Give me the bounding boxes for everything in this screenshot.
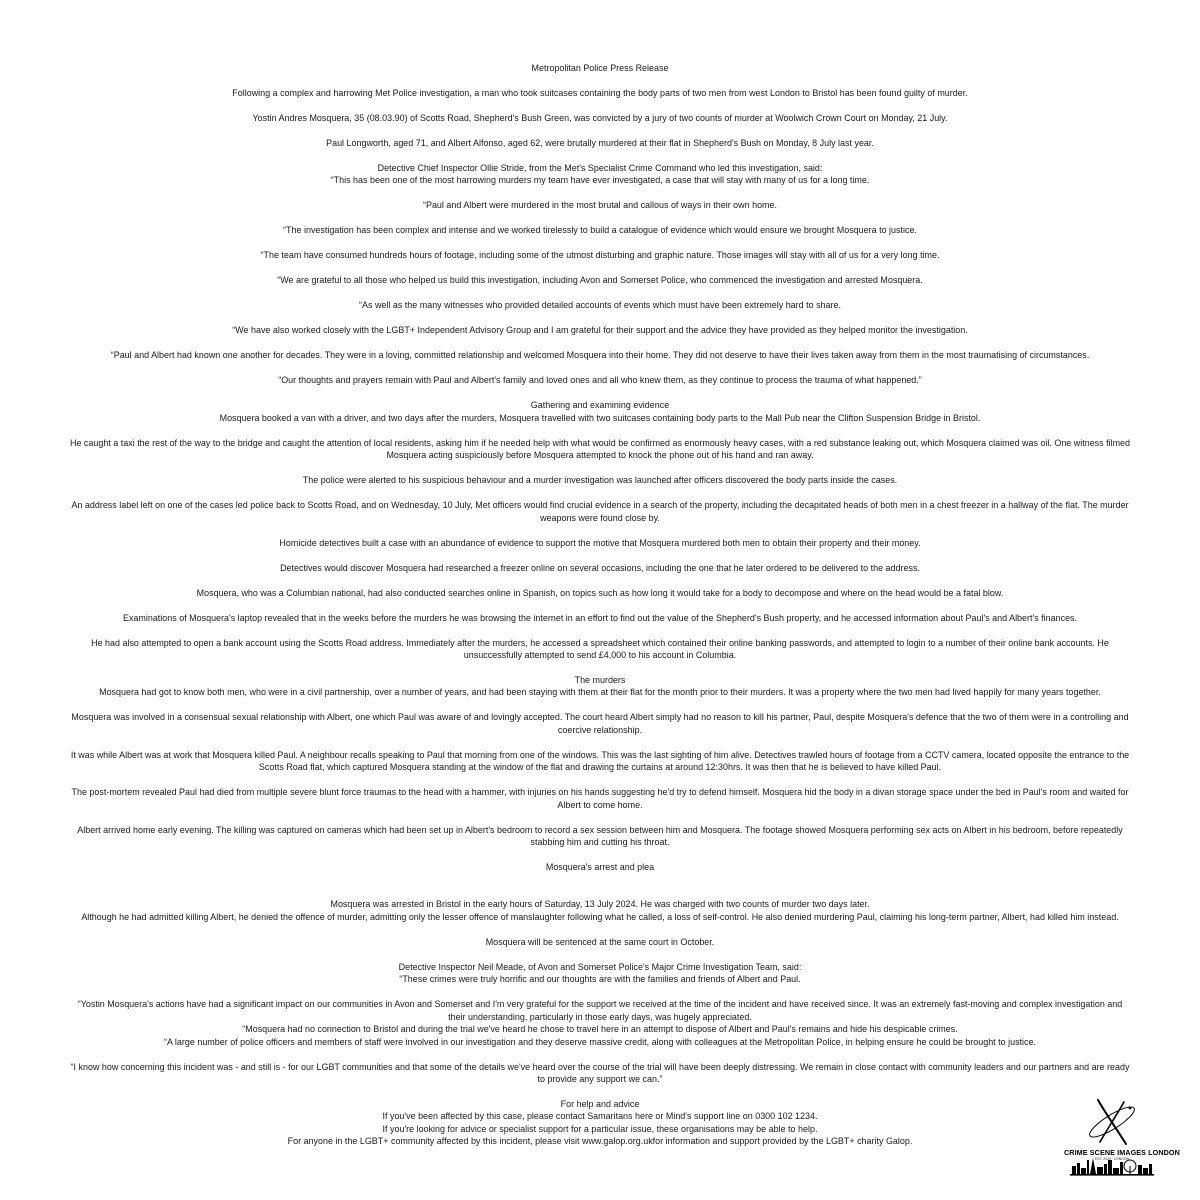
paragraph-albert: Albert arrived home early evening. The killing was captured on cameras which had been set up in Albert's bedroom to record a sex session between him and Mosquera. The footage showed Mosquera performing sex acts on Albert in his bedroom, before repeatedly stabbing him and cutting his throat. — [77, 824, 1123, 848]
press-release-document — [68, 62, 1132, 1148]
paragraph-bank: He had also attempted to open a bank account using the Scotts Road address. Immediately after the murders, he accessed a spreadsheet which contained their online banking passwords, and attempted to login to a number of their online bank accounts. He unsuccessfully attempted to send £4,000 to his account in Columbia. — [91, 637, 1109, 661]
paragraph-intro: Following a complex and harrowing Met Police investigation, a man who took suitcases containing the body parts of two men from west London to Bristol has been found guilty of murder. — [232, 88, 968, 98]
paragraph-di-quote-2: “Yostin Mosquera's actions have had a significant impact on our communities in Avon and Somerset and I'm very grateful for the support we received at the time of the incident and have received since. It was an extremely fast-moving and complex investigation and their understanding, particularly in those early days, was hugely appreciated. “Mosquera had no connection to Bristol and during the trial we've heard he chose to travel here in an attempt to dispose of Albert and Paul's remains and hide his despicable crimes. “A large number of police officers and members of staff were involved in our investigation and they deserve massive credit, along with colleagues at the Metropolitan Police, in helping ensure he could be brought to justice. — [77, 999, 1123, 1047]
paragraph-dci-quote-6: “As well as the many witnesses who provided detailed accounts of events which must have been extremely hard to share. — [359, 300, 841, 311]
paragraph-motive: Homicide detectives built a case with an abundance of evidence to support the motive that Mosquera murdered both men to obtain their property and their money. — [279, 537, 921, 548]
paragraph-dci-quote-5: “We are grateful to all those who helped us build this investigation, including Avon and Somerset Police, who commenced the investigation and arrested Mosquera. — [277, 275, 923, 286]
section-evidence: Gathering and examining evidence Mosquera booked a van with a driver, and two days after the murders, Mosquera travelled with two suitcases containing body parts to the Mall Pub near the Clifton Suspension Bridge in Bristol. — [219, 400, 981, 423]
section-murders: The murders Mosquera had got to know both men, who were in a civil partnership, over a number of years, and had been staying with them at their flat for the month prior to their murders. It was a property where the two men had lived happily for many years together. — [99, 675, 1101, 698]
section-help-advice: For help and advice If you've been affected by this case, please contact Samaritans here or Mind's support line on 0300 102 1234. If you're looking for advice or specialist support for a particular issue, these organisations may be able to help. For anyone in the LGBT+ community affected by this incident, please visit www.galop.org.ukfor information and support provided by the LGBT+ charity Galop. — [287, 1098, 913, 1147]
paragraph-freezer: Detectives would discover Mosquera had researched a freezer online on several occasions, including the one that he later ordered to be delivered to the address. — [280, 562, 920, 573]
logo-tagline: EST. 2020 · LONDON — [1094, 1157, 1130, 1161]
paragraph-dci-quote-3: “The investigation has been complex and intense and we worked tirelessly to build a catalogue of evidence which would ensure we brought Mosquera to justice. — [283, 225, 917, 236]
paragraph-dci-quote-4: “The team have consumed hundreds hours of footage, including some of the utmost disturbing and graphic nature. Those images will stay with all of us for a very long time. — [260, 250, 940, 261]
paragraph-dci-quote-1: Detective Chief Inspector Ollie Stride, from the Met's Specialist Crime Command who led this investigation, said: “This has been one of the most harrowing murders my team have ever investigated, a case that will stay with many of us for a long time. — [330, 163, 870, 186]
paragraph-address-label: An address label left on one of the cases led police back to Scotts Road, and on Wednesday, 10 July, Met officers would find crucial evidence in a search of the property, including the decapitated heads of both men in a chest freezer in a hallway of the flat. The murder weapons were found close by. — [71, 500, 1129, 523]
paragraph-di-quote-1: Detective Inspector Neil Meade, of Avon and Somerset Police's Major Crime Investigation Team, said: “These crimes were truly horrific and our thoughts are with the families and friends of Albert and Paul. — [398, 961, 802, 985]
paragraph-conviction: Yostin Andres Mosquera, 35 (08.03.90) of Scotts Road, Shepherd's Bush Green, was convicted by a jury of two counts of murder at Woolwich Crown Court on Monday, 21 July. — [252, 113, 948, 123]
paragraph-post-mortem: The post-mortem revealed Paul had died from multiple severe blunt force traumas to the head with a hammer, with injuries on his hands suggesting he'd try to defend himself. Mosquera hid the body in a divan storage space under the bed in Paul's room and waited for Albert to come home. — [71, 787, 1129, 810]
paragraph-laptop: Examinations of Mosquera's laptop revealed that in the weeks before the murders he was browsing the internet in an effort to find out the value of the Shepherd's Bush property, and he accessed information about Paul's and Albert's finances. — [122, 612, 1078, 623]
section-arrest-plea: Mosquera's arrest and plea — [545, 862, 655, 873]
paragraph-relationship: Mosquera was involved in a consensual sexual relationship with Albert, one which Paul was aware of and lovingly accepted. The court heard Albert simply had no reason to kill his partner, Paul, despite Mosquera's defence that the two of them were in a controlling and coercive relationship. — [71, 712, 1129, 735]
paragraph-dci-quote-9: “Our thoughts and prayers remain with Paul and Albert's family and loved ones and all who knew them, as they continue to process the trauma of what happened.” — [278, 375, 922, 386]
logo-name: CRIME SCENE IMAGES LONDON — [1064, 1148, 1180, 1157]
paragraph-taxi: He caught a taxi the rest of the way to the bridge and caught the attention of local residents, asking him if he needed help with what would be confirmed as enormously heavy cases, with a red substance leaking out, which Mosquera claimed was oil. One witness filmed Mosquera acting suspiciously before Mosquera attempted to knock the phone out of his hand and ran away. — [69, 437, 1131, 461]
crime-scene-images-logo — [1064, 1094, 1180, 1184]
paragraph-dci-quote-2: “Paul and Albert were murdered in the most brutal and callous of ways in their own home. — [422, 200, 777, 211]
paragraph-searches: Mosquera, who was a Columbian national, had also conducted searches online in Spanish, on topics such as how long it would take for a body to decompose and where on the head would be a fatal blow. — [196, 587, 1004, 598]
paragraph-arrest: Mosquera was arrested in Bristol in the early hours of Saturday, 13 July 2024. He was charged with two counts of murder two days later. Although he had admitted killing Albert, he denied the offence of murder, admitting only the lesser offence of manslaughter following what he called, a loss of self-control. He also denied murdering Paul, claiming his long-term partner, Albert, had killed him instead. — [81, 899, 1119, 922]
paragraph-killed-paul: It was while Albert was at work that Mosquera killed Paul. A neighbour recalls speaking to Paul that morning from one of the windows. This was the last sighting of him alive. Detectives trawled hours of footage from a CCTV camera, located opposite the entrance to the Scotts Road flat, which captured Mosquera standing at the window of the flat and drawing the curtains at around 12:30hrs. It was then that he is believed to have killed Paul. — [70, 749, 1130, 773]
paragraph-police-alerted: The police were alerted to his suspicious behaviour and a murder investigation was launched after officers discovered the body parts inside the cases. — [302, 475, 898, 486]
logo-x-orbit-icon — [1064, 1094, 1180, 1184]
paragraph-victims: Paul Longworth, aged 71, and Albert Alfonso, aged 62, were brutally murdered at their flat in Shepherd's Bush on Monday, 8 July last year. — [326, 138, 874, 148]
paragraph-dci-quote-8: “Paul and Albert had known one another for decades. They were in a loving, committed relationship and welcomed Mosquera into their home. They did not deserve to have their lives taken away from them in the most traumatising of circumstances. — [110, 350, 1090, 361]
paragraph-di-quote-3: “I know how concerning this incident was - and still is - for our LGBT communities and that some of the details we've heard over the course of the trial will have been deeply distressing. We remain in close contact with community leaders and our partners and are ready to provide any support we can.” — [70, 1061, 1130, 1084]
paragraph-dci-quote-7: “We have also worked closely with the LGBT+ Independent Advisory Group and I am grateful for their support and the advice they have provided as they helped monitor the investigation. — [232, 325, 968, 336]
paragraph-sentencing: Mosquera will be sentenced at the same court in October. — [485, 936, 715, 947]
release-heading: Metropolitan Police Press Release — [531, 63, 669, 73]
